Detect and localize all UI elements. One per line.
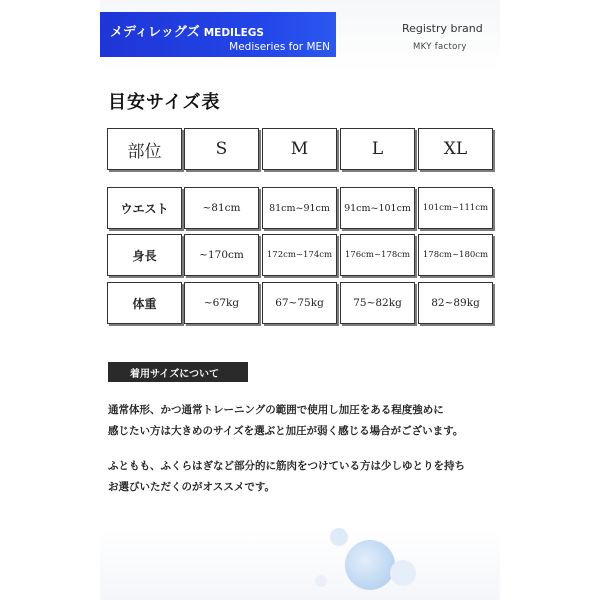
brand-name [110, 21, 264, 40]
table-cell: ~170cm [184, 234, 259, 276]
notes-paragraph-1 [108, 400, 463, 442]
notes-line: ふともも、ふくらはぎなど部分的に筋肉をつけている方は少しゆとりを持ち [108, 460, 465, 472]
series-name: Mediseries for MEN [229, 41, 330, 53]
notes-line: 感じたい方は大きめのサイズを選ぶと加圧が弱く感じる場合がございます。 [108, 425, 464, 437]
table-cell: 81cm~91cm [262, 187, 337, 229]
registry-brand: Registry brand [402, 22, 483, 35]
brand-name-ja: メディレッグズ [110, 25, 200, 40]
size-header-m: M [262, 128, 337, 170]
table-cell: ~81cm [184, 187, 259, 229]
factory-name: MKY factory [413, 42, 467, 52]
notes-line: お選びいただくのがオススメです。 [108, 481, 276, 493]
notes-heading: 着用サイズについて [108, 362, 248, 382]
size-header-l: L [340, 128, 415, 170]
notes-line: 通常体形、かつ通常トレーニングの範囲で使用し加圧をある程度強めに [108, 404, 444, 416]
table-cell: 172cm~174cm [262, 234, 337, 276]
table-cell: 101cm~111cm [418, 187, 493, 229]
size-header-xl: XL [418, 128, 493, 170]
table-cell: 67~75kg [262, 282, 337, 324]
table-cell: ~67kg [184, 282, 259, 324]
brand-name-en: MEDILEGS [203, 27, 264, 39]
row-label-waist: ウエスト [107, 187, 182, 229]
table-cell: 178cm~180cm [418, 234, 493, 276]
table-cell: 75~82kg [340, 282, 415, 324]
row-label-weight: 体重 [107, 282, 182, 324]
table-corner-header: 部位 [107, 128, 182, 170]
page-title: 目安サイズ表 [108, 92, 221, 113]
table-cell: 82~89kg [418, 282, 493, 324]
table-cell: 91cm~101cm [340, 187, 415, 229]
row-label-height: 身長 [107, 234, 182, 276]
bubble-decoration-icon [345, 540, 395, 590]
notes-paragraph-2 [108, 456, 465, 498]
bubble-decoration-icon [330, 528, 348, 546]
brand-banner [100, 12, 336, 57]
table-cell: 176cm~178cm [340, 234, 415, 276]
bubble-decoration-icon [315, 575, 327, 587]
bubble-decoration-icon [390, 560, 416, 586]
size-header-s: S [184, 128, 259, 170]
